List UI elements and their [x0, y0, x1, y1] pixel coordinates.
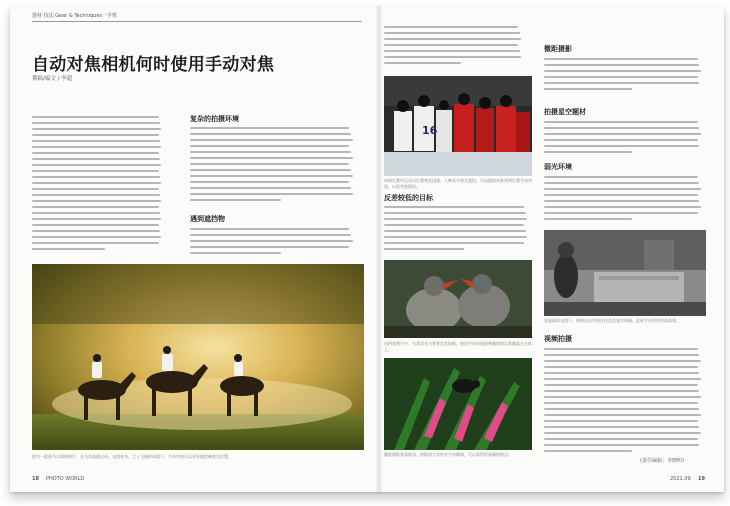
text-line: [544, 182, 699, 184]
text-line: [384, 44, 518, 46]
birds-caption: 这两张照片中，鸟类羽毛与背景反差较低，使用手动对焦能够确保焦点准确落在主体上。: [384, 341, 532, 352]
text-line: [32, 122, 160, 124]
text-line: [544, 76, 698, 78]
article-byline: 撰稿/编文 / 李超: [32, 76, 73, 82]
text-line: [544, 88, 632, 90]
text-line: [384, 212, 526, 214]
body-text-col4b: [544, 121, 704, 159]
heading-obstacle: 遇到遮挡物: [190, 215, 225, 223]
text-line: [544, 408, 699, 410]
end-note: (责任编辑：李晓明): [640, 458, 684, 464]
insect-scene: [384, 358, 532, 450]
text-line: [32, 176, 160, 178]
text-line: [384, 32, 520, 34]
text-line: [544, 58, 698, 60]
text-line: [544, 70, 701, 72]
text-line: [544, 402, 698, 404]
text-line: [32, 134, 159, 136]
hockey-scene: [384, 76, 532, 176]
text-line: [32, 194, 160, 196]
text-line: [384, 206, 524, 208]
text-line: [544, 450, 632, 452]
text-line: [544, 82, 699, 84]
text-line: [544, 354, 699, 356]
right-date: 2021.09: [670, 476, 691, 482]
polo-caption: 图为一组骑马击球的照片。在马匹高速运动、光线复杂、尘土飞扬的环境下，手动对焦可以更好地控制焦点位置。: [32, 454, 232, 459]
text-line: [384, 248, 464, 250]
text-line: [190, 228, 349, 230]
text-line: [384, 224, 524, 226]
heading-macro: 拍摄星空题材: [544, 108, 586, 116]
heading-fine: 微距摄影: [544, 45, 572, 53]
text-line: [384, 236, 527, 238]
text-line: [544, 426, 699, 428]
text-line: [384, 50, 520, 52]
heading-low-light: 弱光环境: [544, 163, 572, 171]
text-line: [190, 240, 353, 242]
body-text-col1: [32, 116, 164, 258]
text-line: [384, 38, 521, 40]
text-line: [190, 133, 351, 135]
text-line: [32, 200, 161, 202]
text-line: [544, 121, 698, 123]
right-folio: 19: [698, 476, 705, 482]
text-line: [190, 163, 349, 165]
birds-photo: [384, 260, 532, 338]
magazine-spread: [10, 6, 724, 492]
text-line: [544, 176, 698, 178]
text-line: [544, 64, 699, 66]
text-line: [544, 151, 632, 153]
text-line: [32, 206, 159, 208]
text-line: [544, 188, 701, 190]
street-photo: [544, 230, 706, 316]
text-line: [544, 133, 701, 135]
header-section: 器材·技法 Gear & Techniques: [32, 13, 103, 19]
text-line: [544, 432, 701, 434]
text-line: [544, 194, 698, 196]
text-line: [190, 175, 353, 177]
text-line: [190, 157, 353, 159]
text-line: [190, 139, 353, 141]
text-line: [190, 234, 351, 236]
text-line: [544, 444, 699, 446]
text-line: [384, 56, 521, 58]
polo-photo: [32, 264, 364, 450]
hockey-photo: [384, 76, 532, 176]
polo-scene: [32, 264, 364, 450]
text-line: [190, 199, 281, 201]
text-line: [32, 152, 159, 154]
text-line: [544, 390, 699, 392]
body-text-col3a: [384, 26, 524, 70]
text-line: [32, 218, 161, 220]
body-text-col2a: [190, 127, 356, 205]
left-mag-name: PHOTO WORLD: [46, 476, 85, 482]
text-line: [190, 246, 349, 248]
heading-special: 视频拍摄: [544, 335, 572, 343]
text-line: [384, 230, 526, 232]
text-line: [544, 139, 698, 141]
text-line: [32, 170, 159, 172]
text-line: [544, 360, 701, 362]
text-line: [32, 182, 161, 184]
text-line: [190, 187, 351, 189]
insect-photo: [384, 358, 532, 450]
text-line: [190, 181, 349, 183]
svg-text:16: 16: [422, 124, 438, 137]
text-line: [544, 200, 699, 202]
text-line: [384, 62, 461, 64]
spine-gutter: [375, 6, 383, 492]
text-line: [190, 145, 349, 147]
body-text-col3b: [384, 206, 530, 254]
text-line: [32, 236, 161, 238]
text-line: [544, 218, 632, 220]
body-text-col2b: [190, 228, 356, 258]
text-line: [32, 230, 160, 232]
header-rule: [32, 21, 362, 22]
text-line: [544, 145, 699, 147]
text-line: [32, 158, 160, 160]
text-line: [384, 242, 524, 244]
street-caption: 在暗弱的光线下，相机自动对焦往往会反复拉风箱，此时手动对焦更加高效。: [544, 318, 680, 323]
left-folio: 18: [32, 476, 39, 482]
text-line: [384, 218, 527, 220]
text-line: [190, 127, 349, 129]
text-line: [544, 414, 701, 416]
text-line: [32, 128, 161, 130]
text-line: [384, 26, 518, 28]
body-text-col4c: [544, 176, 704, 224]
text-line: [32, 164, 161, 166]
text-line: [190, 151, 351, 153]
header-tag: 一手棋: [102, 13, 118, 19]
text-line: [32, 212, 160, 214]
text-line: [32, 116, 159, 118]
text-line: [544, 206, 701, 208]
heading-contrast: 反差较低的目标: [384, 194, 433, 202]
text-line: [544, 212, 698, 214]
street-scene: [544, 230, 706, 316]
text-line: [544, 348, 698, 350]
text-line: [544, 372, 699, 374]
text-line: [190, 193, 353, 195]
text-line: [190, 252, 281, 254]
body-text-col4a: [544, 58, 704, 96]
text-line: [544, 378, 701, 380]
text-line: [544, 366, 698, 368]
text-line: [190, 169, 351, 171]
text-line: [544, 420, 698, 422]
hockey-caption: 冰球比赛中运动员位置变化迅速，人物众多相互遮挡，可以提前对准预判位置手动对焦，以免对焦错误。: [384, 178, 532, 189]
body-text-col4d: [544, 348, 704, 460]
text-line: [32, 242, 159, 244]
text-line: [544, 438, 698, 440]
text-line: [32, 248, 105, 250]
text-line: [32, 224, 159, 226]
heading-complex-light: 复杂的拍摄环境: [190, 115, 239, 123]
text-line: [544, 384, 698, 386]
text-line: [32, 140, 160, 142]
text-line: [32, 146, 161, 148]
birds-scene: [384, 260, 532, 338]
insect-caption: 微距摄影景深极浅，借助放大对焦并手动微调，可以获得更准确的焦点。: [384, 452, 512, 457]
text-line: [544, 127, 699, 129]
text-line: [544, 396, 701, 398]
article-title: 自动对焦相机何时使用手动对焦: [32, 55, 275, 75]
text-line: [32, 188, 159, 190]
